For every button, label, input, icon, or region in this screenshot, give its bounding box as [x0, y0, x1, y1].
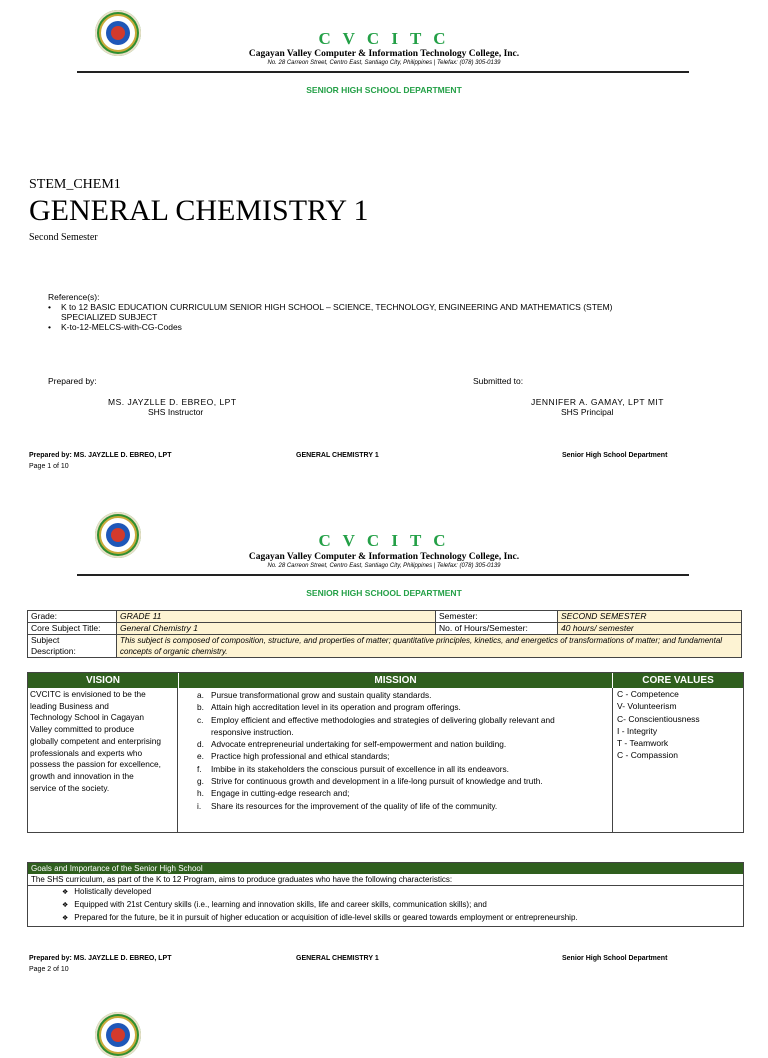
vision-line: growth and innovation in the: [30, 770, 134, 781]
vision-line: globally competent and enterprising: [30, 735, 161, 746]
core-value: I - Integrity: [617, 725, 658, 736]
goals-section: [27, 862, 744, 927]
mission-column: [179, 688, 613, 832]
approver-role: SHS Principal: [561, 407, 614, 417]
vision-header: VISION: [28, 673, 178, 688]
semester-value: SECOND SEMESTER: [558, 611, 742, 623]
vision-line: Technology School in Cagayan: [30, 712, 144, 723]
vision-line: CVCITC is envisioned to be the: [30, 689, 146, 699]
diamond-bullet-icon: ❖: [62, 915, 69, 922]
mission-item: a. Pursue transformational grow and sustain quality standards.: [197, 690, 432, 700]
core-value: C - Competence: [617, 689, 679, 699]
mission-item: d. Advocate entrepreneurial undertaking for self-empowerment and nation building.: [197, 739, 507, 750]
core-value: T - Teamwork: [617, 738, 669, 749]
approver-name: JENNIFER A. GAMAY, LPT MIT: [531, 397, 664, 407]
footer-page-number: Page 1 of 10: [29, 463, 69, 470]
semester-label: Semester:: [436, 611, 558, 623]
footer-prepared-by: Prepared by: MS. JAYZLLE D. EBREO, LPT: [29, 955, 172, 962]
college-name: Cagayan Valley Computer & Information Technology College, Inc.: [248, 49, 520, 59]
mission-header: MISSION: [179, 673, 612, 688]
core-subject-label: Core Subject Title:: [28, 623, 117, 635]
table-row: [28, 611, 742, 623]
mission-item: c. Employ efficient and effective methodologies and strategies of delivering globally relevant and: [197, 714, 555, 725]
preparer-role: SHS Instructor: [148, 407, 204, 417]
hours-value: 40 hours/ semester: [558, 623, 742, 635]
college-logo: [95, 1012, 141, 1058]
mission-item: h. Engage in cutting-edge research and;: [197, 788, 350, 799]
footer-department: Senior High School Department: [562, 452, 668, 459]
submitted-to-label: Submitted to:: [473, 376, 524, 386]
footer-page-number: Page 2 of 10: [29, 966, 69, 973]
description-label-line1: Subject: [31, 635, 60, 645]
vision-line: leading Business and: [30, 700, 109, 711]
goals-intro: The SHS curriculum, as part of the K to 12 Program, aims to produce graduates who have the following characteristics:: [28, 874, 743, 886]
description-label-line2: Description:: [31, 646, 76, 656]
vision-line: professionals and experts who: [30, 747, 143, 758]
mission-item: f. Imbibe in its stakeholders the conscious pursuit of excellence in all its endeavors.: [197, 763, 509, 774]
header-divider: [77, 71, 689, 73]
department-label: SENIOR HIGH SCHOOL DEPARTMENT: [306, 588, 462, 598]
goals-header: Goals and Importance of the Senior High School: [28, 863, 743, 874]
college-name: Cagayan Valley Computer & Information Technology College, Inc.: [248, 552, 520, 562]
reference-text: K to 12 BASIC EDUCATION CURRICULUM SENIOR HIGH SCHOOL – SCIENCE, TECHNOLOGY, ENGINEERING AND MATHEMATICS (STEM): [61, 302, 613, 312]
vision-column: [28, 688, 178, 832]
table-row: [28, 623, 742, 635]
header-divider: [77, 574, 689, 576]
description-value: This subject is composed of composition, structure, and properties of matter; quantitative principles, kinetics, and energetics of transformations of matter; and fundamental concepts of organic chemistry.: [117, 635, 742, 658]
references-label: Reference(s):: [48, 292, 100, 302]
college-address: No. 28 Carreon Street, Centro East, Santiago City, Philippines | Telefax: (078) 305-0139: [267, 563, 501, 569]
course-title: GENERAL CHEMISTRY 1: [29, 194, 369, 227]
reference-text-cont: SPECIALIZED SUBJECT: [61, 312, 158, 322]
diamond-bullet-icon: ❖: [62, 889, 69, 896]
reference-item: •: [48, 322, 51, 332]
core-values-header: CORE VALUES: [613, 673, 743, 688]
subject-info-table: [27, 610, 742, 658]
footer-title: GENERAL CHEMISTRY 1: [296, 955, 379, 962]
core-value: C - Compassion: [617, 750, 678, 761]
college-address: No. 28 Carreon Street, Centro East, Santiago City, Philippines | Telefax: (078) 305-0139: [267, 60, 501, 66]
course-code: STEM_CHEM1: [29, 177, 121, 192]
college-acronym: C V C I T C: [318, 531, 450, 550]
vision-line: service of the society.: [30, 782, 110, 793]
course-semester: Second Semester: [29, 232, 98, 243]
vmc-table: [27, 672, 744, 833]
core-subject-value: General Chemistry 1: [117, 623, 436, 635]
preparer-name: MS. JAYZLLE D. EBREO, LPT: [108, 397, 237, 407]
reference-item: •: [48, 302, 51, 312]
college-acronym: C V C I T C: [318, 29, 450, 48]
core-values-column: [614, 688, 743, 832]
core-value: C- Conscientiousness: [617, 713, 700, 724]
vision-line: Valley committed to produce: [30, 724, 135, 735]
reference-text: K-to-12-MELCS-with-CG-Codes: [61, 322, 182, 332]
table-row: [28, 635, 742, 658]
prepared-by-label: Prepared by:: [48, 376, 97, 386]
mission-item: g. Strive for continuous growth and development in a life-long pursuit of knowledge and truth.: [197, 776, 543, 787]
footer-department: Senior High School Department: [562, 955, 668, 962]
mission-item: e. Practice high professional and ethical standards;: [197, 751, 390, 762]
footer-title: GENERAL CHEMISTRY 1: [296, 452, 379, 459]
mission-item: responsive instruction.: [211, 726, 294, 737]
goals-item: ❖ Prepared for the future, be it in pursuit of higher education or acquisition of idle-level skills or geared towards employment or entrepreneurship.: [28, 912, 743, 925]
goals-item: ❖ Equipped with 21st Century skills (i.e., learning and innovation skills, life and career skills, communication skills); and: [28, 899, 743, 912]
mission-item: i. Share its resources for the improvement of the quality of life of the community.: [197, 800, 498, 811]
footer-prepared-by: Prepared by: MS. JAYZLLE D. EBREO, LPT: [29, 452, 172, 459]
diamond-bullet-icon: ❖: [62, 902, 69, 909]
goals-item: ❖ Holistically developed: [28, 886, 743, 899]
vision-line: possess the passion for excellence,: [30, 759, 161, 770]
grade-value: GRADE 11: [117, 611, 436, 623]
core-value: V- Volunteerism: [617, 701, 677, 712]
hours-label: No. of Hours/Semester:: [436, 623, 558, 635]
mission-item: b. Attain high accreditation level in its operation and program offerings.: [197, 702, 461, 713]
department-label: SENIOR HIGH SCHOOL DEPARTMENT: [306, 85, 462, 95]
grade-label: Grade:: [28, 611, 117, 623]
description-label: [28, 635, 117, 658]
